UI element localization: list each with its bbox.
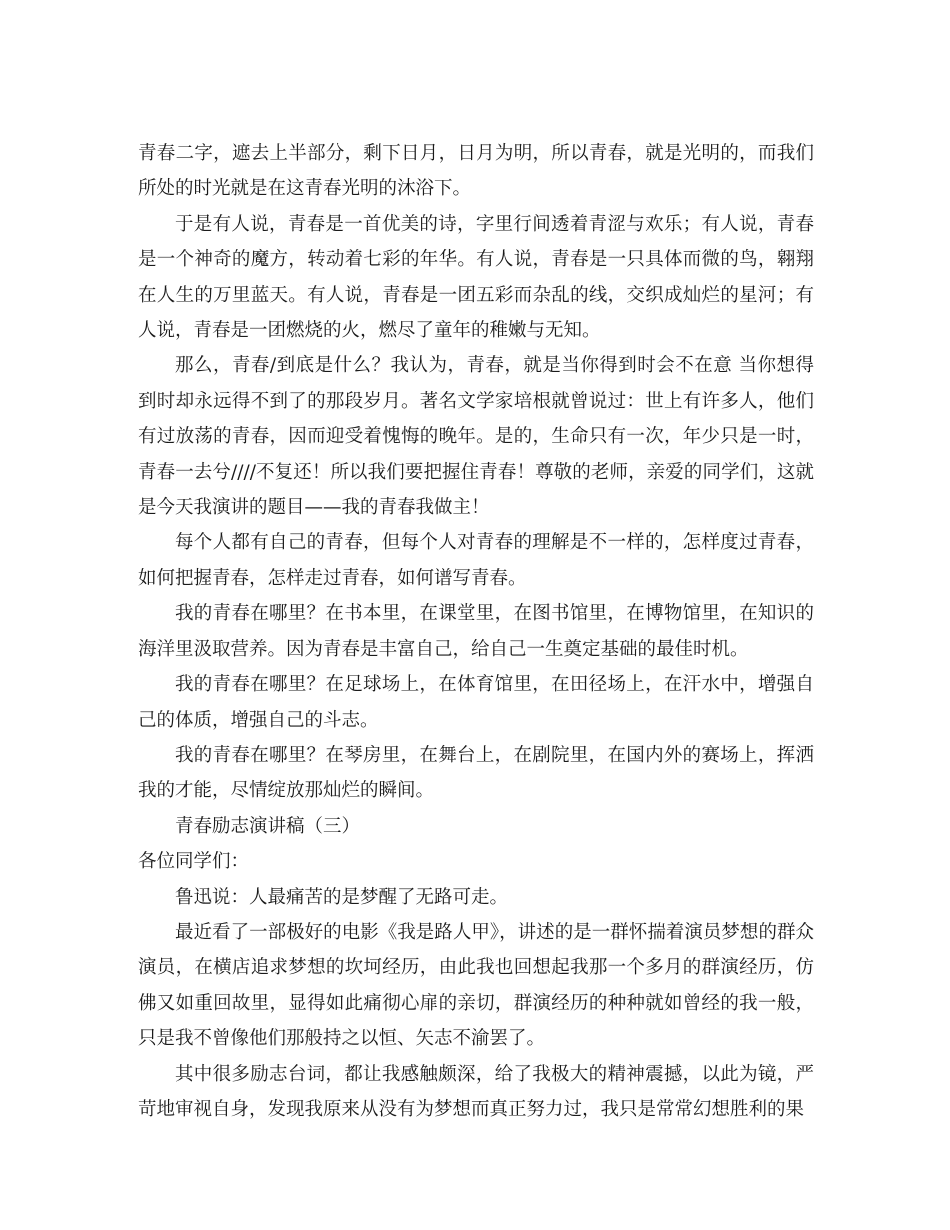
paragraph-lu-xun-quote: 鲁迅说：人最痛苦的是梦醒了无路可走。 bbox=[175, 886, 509, 908]
paragraph-movie: 最近看了一部极好的电影《我是路人甲》，讲述的是一群怀揣着演员梦想的群众演员，在横店追求梦想的坎坷经历，由此我也回想起我那一个多月的群演经历，仿佛又如重回故里，显得如此痛彻心扉的亲切，群演经历的种种就如曾经的我一般，只是我不曾像他们那般持之以恒、矢志不渝罢了。 bbox=[138, 921, 814, 1050]
paragraph-what-is-youth: 那么，青春/到底是什么？我认为，青春，就是当你得到时会不在意 当你想得到时却永远得不到了的那段岁月。著名文学家培根就曾说过：世上有许多人，他们有过放荡的青春，因而迎受着愧悔的晚年。是的，生命只有一次，年少只是一时，青春一去兮////不复还！所以我们要把握住青春！尊敬的老师，亲爱的同学们，这就是今天我演讲的题目——我的青春我做主！ bbox=[138, 355, 814, 519]
paragraph-youth-stage: 我的青春在哪里？在琴房里，在舞台上，在剧院里，在国内外的赛场上，挥洒我的才能，尽情绽放那灿烂的瞬间。 bbox=[138, 744, 814, 802]
paragraph-intro: 青春二字，遮去上半部分，剩下日月，日月为明，所以青春，就是光明的，而我们所处的时光就是在这青春光明的沐浴下。 bbox=[138, 143, 814, 200]
paragraph-youth-books: 我的青春在哪里？在书本里，在课堂里，在图书馆里，在博物馆里，在知识的海洋里汲取营养。因为青春是丰富自己，给自己一生奠定基础的最佳时机。 bbox=[138, 603, 814, 660]
paragraph-inspiring-lines: 其中很多励志台词，都让我感触颇深，给了我极大的精神震撼，以此为镜，严苛地审视自身，发现我原来从没有为梦想而真正努力过，我只是常常幻想胜利的果 bbox=[138, 1063, 814, 1120]
paragraph-everyone-youth: 每个人都有自己的青春，但每个人对青春的理解是不一样的，怎样度过青春，如何把握青春，怎样走过青春，如何谱写青春。 bbox=[138, 532, 814, 589]
salutation: 各位同学们： bbox=[138, 851, 250, 873]
document-body bbox=[138, 136, 814, 1127]
paragraph-metaphors: 于是有人说，青春是一首优美的诗，字里行间透着青涩与欢乐；有人说，青春是一个神奇的魔方，转动着七彩的年华。有人说，青春是一只具体而微的鸟，翱翔在人生的万里蓝天。有人说，青春是一团五彩而杂乱的线，交织成灿烂的星河；有人说，青春是一团燃烧的火，燃尽了童年的稚嫩与无知。 bbox=[138, 213, 814, 342]
paragraph-youth-sports: 我的青春在哪里？在足球场上，在体育馆里，在田径场上，在汗水中，增强自己的体质，增强自己的斗志。 bbox=[138, 674, 814, 731]
section-title: 青春励志演讲稿（三） bbox=[175, 815, 361, 837]
